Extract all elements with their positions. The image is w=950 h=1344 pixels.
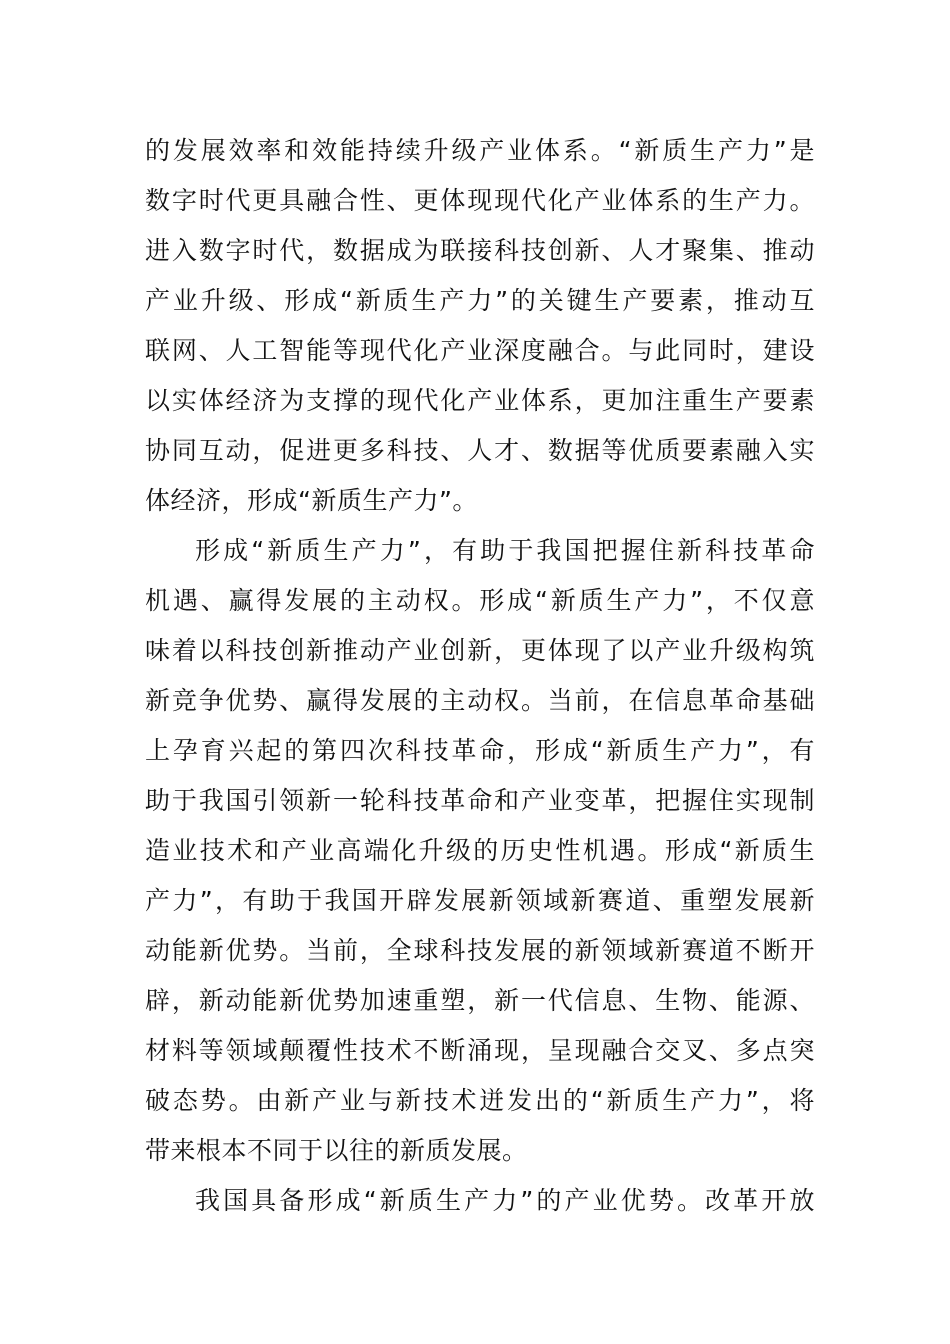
text-line: 以实体经济为支撑的现代化产业体系，更加注重生产要素 — [145, 386, 815, 415]
text-line: 动能新优势。当前，全球科技发展的新领域新赛道不断开 — [145, 936, 815, 965]
text-line: 破态势。由新产业与新技术迸发出的“新质生产力”，将 — [145, 1086, 815, 1115]
text-line: 联网、人工智能等现代化产业深度融合。与此同时，建设 — [145, 336, 815, 365]
paragraph-2 — [145, 526, 815, 1176]
text-line: 形成“新质生产力”，有助于我国把握住新科技革命 — [195, 536, 815, 565]
text-line: 造业技术和产业高端化升级的历史性机遇。形成“新质生 — [145, 836, 815, 865]
text-line: 辟，新动能新优势加速重塑，新一代信息、生物、能源、 — [145, 986, 815, 1015]
paragraph-3 — [145, 1176, 815, 1226]
text-line: 新竞争优势、赢得发展的主动权。当前，在信息革命基础 — [145, 686, 815, 715]
text-line: 数字时代更具融合性、更体现现代化产业体系的生产力。 — [145, 186, 815, 215]
text-line: 助于我国引领新一轮科技革命和产业变革，把握住实现制 — [145, 786, 815, 815]
text-line: 我国具备形成“新质生产力”的产业优势。改革开放 — [195, 1186, 815, 1215]
text-line: 味着以科技创新推动产业创新，更体现了以产业升级构筑 — [145, 636, 815, 665]
text-line: 的发展效率和效能持续升级产业体系。“新质生产力”是 — [145, 136, 815, 165]
text-line: 协同互动，促进更多科技、人才、数据等优质要素融入实 — [145, 436, 815, 465]
document-body — [145, 126, 815, 1226]
text-line: 带来根本不同于以往的新质发展。 — [145, 1136, 528, 1165]
text-line: 机遇、赢得发展的主动权。形成“新质生产力”，不仅意 — [145, 586, 815, 615]
text-line: 体经济，形成“新质生产力”。 — [145, 486, 478, 515]
text-line: 进入数字时代，数据成为联接科技创新、人才聚集、推动 — [145, 236, 815, 265]
text-line: 上孕育兴起的第四次科技革命，形成“新质生产力”，有 — [145, 736, 815, 765]
text-line: 产业升级、形成“新质生产力”的关键生产要素，推动互 — [145, 286, 815, 315]
text-line: 产力”，有助于我国开辟发展新领域新赛道、重塑发展新 — [145, 886, 815, 915]
text-line: 材料等领域颠覆性技术不断涌现，呈现融合交叉、多点突 — [145, 1036, 815, 1065]
paragraph-1 — [145, 126, 815, 526]
